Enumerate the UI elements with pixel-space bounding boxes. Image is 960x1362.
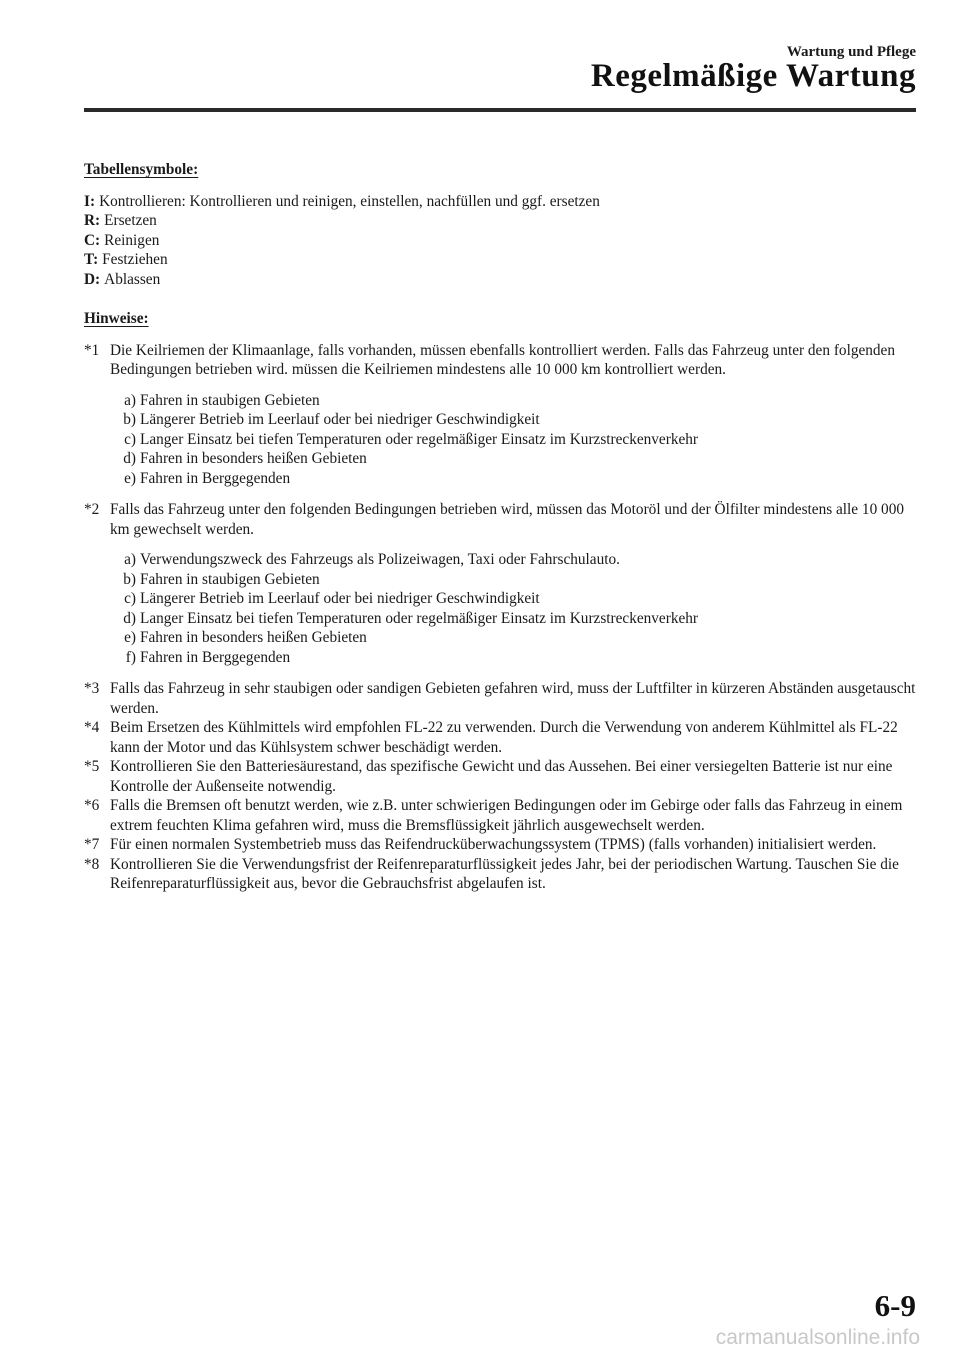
condition-text: Fahren in Berggegenden xyxy=(140,469,291,487)
condition-letter: c) xyxy=(124,590,136,607)
note-text: Die Keilriemen der Klimaanlage, falls vorhanden, müssen ebenfalls kontrolliert werden. Falls das Fahrzeug unter den folgenden Bedingungen betrieben wird. müssen die Keilriemen mindestens alle 10 000 km kontrolliert werden. xyxy=(110,341,895,378)
note-text: Falls das Fahrzeug unter den folgenden Bedingungen betrieben wird, müssen das Motoröl und der Ölfilter mindestens alle 10 000 km gewechselt werden. xyxy=(110,501,904,538)
note-number: *3 xyxy=(84,680,100,697)
condition-item xyxy=(110,589,916,609)
symbol-text: Reinigen xyxy=(104,231,160,249)
condition-item xyxy=(110,550,916,570)
symbol-key: D: xyxy=(84,270,101,288)
condition-letter: e) xyxy=(124,629,136,646)
condition-text: Fahren in staubigen Gebieten xyxy=(140,570,320,588)
note-6 xyxy=(84,796,916,835)
condition-letter: d) xyxy=(123,609,136,627)
note-7 xyxy=(84,835,916,855)
notes-list xyxy=(84,341,916,894)
condition-item xyxy=(110,469,916,489)
symbol-item xyxy=(84,192,916,212)
symbol-text: Kontrollieren: Kontrollieren und reinigen, einstellen, nachfüllen und ggf. ersetzen xyxy=(99,192,600,210)
condition-item xyxy=(110,648,916,668)
note-4 xyxy=(84,718,916,757)
note-number: *6 xyxy=(84,797,100,814)
symbols-list xyxy=(84,192,916,290)
symbols-heading: Tabellensymbole: xyxy=(84,161,199,178)
note-number: *2 xyxy=(84,501,100,518)
symbol-text: Festziehen xyxy=(102,251,168,268)
symbol-key: T: xyxy=(84,251,99,268)
condition-text: Langer Einsatz bei tiefen Temperaturen oder regelmäßiger Einsatz im Kurzstreckenverkehr xyxy=(140,430,698,448)
note-number: *7 xyxy=(84,836,100,853)
note-number: *5 xyxy=(84,758,100,775)
note-2 xyxy=(84,500,916,539)
condition-letter: a) xyxy=(124,391,136,409)
note-text: Falls das Fahrzeug in sehr staubigen oder sandigen Gebieten gefahren wird, muss der Luftfilter in kürzeren Abständen ausgetauscht werden. xyxy=(110,680,916,717)
note-number: *1 xyxy=(84,341,100,359)
page-content xyxy=(84,160,916,894)
condition-item xyxy=(110,628,916,648)
note-2-conditions xyxy=(110,550,916,667)
condition-letter: b) xyxy=(123,411,136,428)
condition-item xyxy=(110,430,916,450)
symbol-item xyxy=(84,211,916,231)
symbol-item xyxy=(84,231,916,251)
symbol-key: R: xyxy=(84,212,101,229)
condition-text: Fahren in besonders heißen Gebieten xyxy=(140,629,367,646)
note-text: Falls die Bremsen oft benutzt werden, wie z.B. unter schwierigen Bedingungen oder im Gebirge oder falls das Fahrzeug in einem extrem feuchten Klima gefahren wird, muss die Bremsflüssigkeit jährlich ausgewechselt werden. xyxy=(110,797,903,834)
condition-letter: f) xyxy=(125,648,136,666)
note-1-conditions xyxy=(110,391,916,489)
symbol-key: I: xyxy=(84,192,96,210)
page-number: 6-9 xyxy=(874,1288,916,1323)
note-3 xyxy=(84,679,916,718)
condition-letter: c) xyxy=(124,430,136,448)
condition-text: Längerer Betrieb im Leerlauf oder bei niedriger Geschwindigkeit xyxy=(140,411,540,428)
condition-letter: d) xyxy=(123,450,136,467)
note-text: Für einen normalen Systembetrieb muss das Reifendrucküberwachungssystem (TPMS) (falls vorhanden) initialisiert werden. xyxy=(110,836,877,853)
section-header: Wartung und Pflege xyxy=(786,44,916,60)
condition-text: Verwendungszweck des Fahrzeugs als Polizeiwagen, Taxi oder Fahrschulauto. xyxy=(140,551,620,568)
note-number: *4 xyxy=(84,719,100,736)
symbol-item xyxy=(84,270,916,290)
condition-item xyxy=(110,449,916,469)
watermark: carmanualsonline.info xyxy=(715,1326,920,1349)
note-number: *8 xyxy=(84,855,100,873)
condition-letter: b) xyxy=(123,570,136,588)
note-text: Beim Ersetzen des Kühlmittels wird empfohlen FL-22 zu verwenden. Durch die Verwendung von anderem Kühlmittel als FL-22 kann der Motor und das Kühlsystem schwer beschädigt werden. xyxy=(110,719,898,756)
symbol-key: C: xyxy=(84,231,101,249)
page-title: Regelmäßige Wartung xyxy=(590,58,916,94)
header-divider xyxy=(84,108,916,112)
note-text: Kontrollieren Sie die Verwendungsfrist der Reifenreparaturflüssigkeit jedes Jahr, bei der periodischen Wartung. Tauschen Sie die Reifenreparaturflüssigkeit aus, bevor die Gebrauchsfrist abgelaufen ist. xyxy=(110,855,899,892)
note-5 xyxy=(84,757,916,796)
condition-text: Längerer Betrieb im Leerlauf oder bei niedriger Geschwindigkeit xyxy=(140,590,540,607)
condition-text: Fahren in Berggegenden xyxy=(140,648,291,666)
note-1 xyxy=(84,341,916,380)
condition-item xyxy=(110,609,916,629)
condition-item xyxy=(110,570,916,590)
condition-item xyxy=(110,391,916,411)
condition-item xyxy=(110,410,916,430)
note-text: Kontrollieren Sie den Batteriesäurestand, das spezifische Gewicht und das Aussehen. Bei einer versiegelten Batterie ist nur eine Kontrolle der Außenseite notwendig. xyxy=(110,758,893,795)
condition-letter: a) xyxy=(124,551,136,568)
condition-letter: e) xyxy=(124,469,136,487)
note-8 xyxy=(84,855,916,894)
notes-heading: Hinweise: xyxy=(84,310,149,327)
symbol-text: Ersetzen xyxy=(104,212,157,229)
symbol-item xyxy=(84,250,916,270)
condition-text: Fahren in besonders heißen Gebieten xyxy=(140,450,367,467)
condition-text: Langer Einsatz bei tiefen Temperaturen oder regelmäßiger Einsatz im Kurzstreckenverkehr xyxy=(140,609,698,627)
symbol-text: Ablassen xyxy=(104,270,161,288)
condition-text: Fahren in staubigen Gebieten xyxy=(140,391,320,409)
